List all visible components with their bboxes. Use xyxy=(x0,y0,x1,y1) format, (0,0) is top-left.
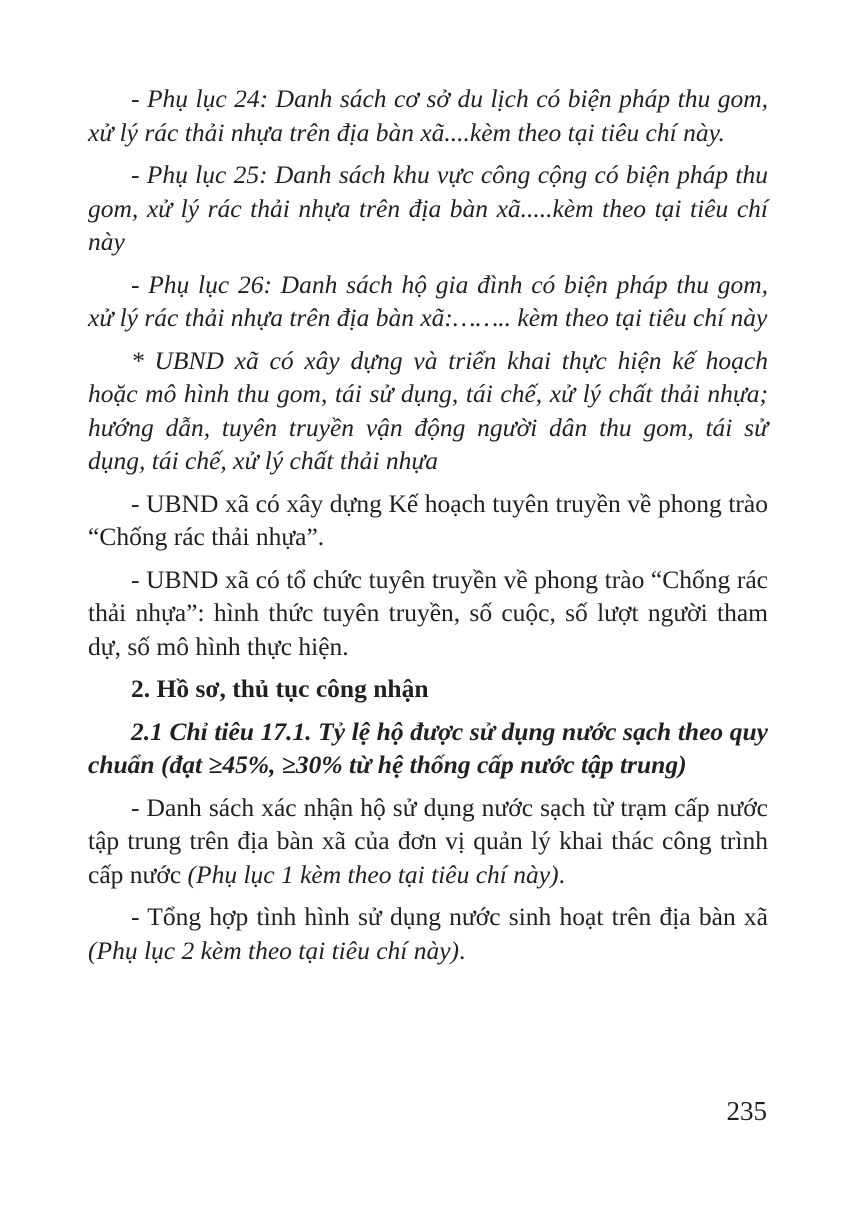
paragraph-water-list-end: . xyxy=(558,859,565,889)
paragraph-ubnd-plan-note: * UBND xã có xây dựng và triển khai thực hiện kế hoạch hoặc mô hình thu gom, tái sử dụng, tái chế, xử lý chất thải nhựa; hướng dẫn, tuyên truyền vận động người dân thu gom, tái sử dụng, tái chế, xử lý chất thải nhựa xyxy=(88,345,768,475)
section-heading: 2. Hồ sơ, thủ tục công nhận xyxy=(131,674,429,703)
appendix-2-reference: (Phụ lục 2 kèm theo tại tiêu chí này) xyxy=(88,935,460,965)
paragraph-water-list xyxy=(88,791,768,892)
paragraph-water-summary xyxy=(88,900,768,967)
page-number: 235 xyxy=(726,1096,767,1126)
appendix-1-reference: (Phụ lục 1 kèm theo tại tiêu chí này) xyxy=(187,859,559,889)
paragraph-appendix-24: - Phụ lục 24: Danh sách cơ sở du lịch có biện pháp thu gom, xử lý rác thải nhựa trên địa bàn xã....kèm theo tại tiêu chí này. xyxy=(88,84,768,147)
paragraph-ubnd-propaganda-plan: - UBND xã có xây dựng Kế hoạch tuyên truyền về phong trào “Chống rác thải nhựa”. xyxy=(88,488,768,551)
paragraph-ubnd-propaganda-campaign: - UBND xã có tổ chức tuyên truyền về phong trào “Chống rác thải nhựa”: hình thức tuyên truyền, số cuộc, số lượt người tham dự, số mô hình thực hiện. xyxy=(88,564,768,661)
subsection-heading: 2.1 Chỉ tiêu 17.1. Tỷ lệ hộ được sử dụng nước sạch theo quy chuẩn (đạt ≥45%, ≥30% từ hệ thống cấp nước tập trung) xyxy=(88,716,768,779)
paragraph-appendix-25: - Phụ lục 25: Danh sách khu vực công cộng có biện pháp thu gom, xử lý rác thải nhựa trên địa bàn xã.....kèm theo tại tiêu chí này xyxy=(88,160,768,256)
document-body xyxy=(88,82,768,976)
paragraph-water-list-text: - Danh sách xác nhận hộ sử dụng nước sạch từ trạm cấp nước tập trung trên địa bàn xã của đơn vị quản lý khai thác công trình cấp nước xyxy=(88,792,768,889)
paragraph-appendix-26: - Phụ lục 26: Danh sách hộ gia đình có biện pháp thu gom, xử lý rác thải nhựa trên địa bàn xã:…….. kèm theo tại tiêu chí này xyxy=(88,269,768,332)
paragraph-water-summary-end: . xyxy=(459,935,466,965)
paragraph-water-summary-text: - Tổng hợp tình hình sử dụng nước sinh hoạt trên địa bàn xã xyxy=(131,902,768,931)
